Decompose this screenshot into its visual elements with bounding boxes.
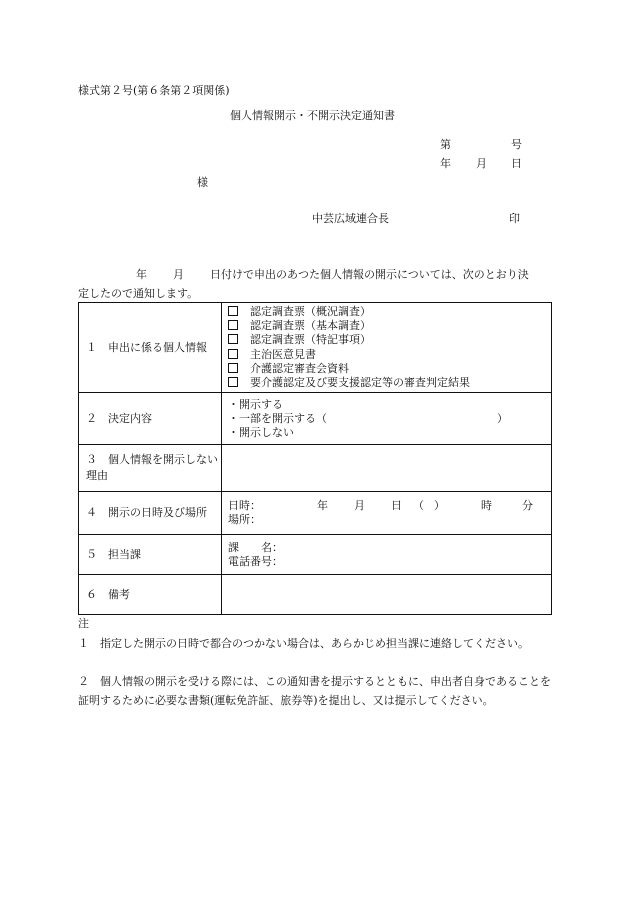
option-item[interactable]: 介護認定審査会資料 (228, 362, 551, 376)
table-row (79, 492, 552, 535)
datetime-place-field[interactable] (222, 492, 552, 535)
date-month: 月 (476, 157, 487, 170)
date-year: 年 (440, 157, 451, 170)
note-2: ２ 個人情報の開示を受ける際には、この通知書を提示するとともに、申出者自身であることを証明するために必要な書類(運転免許証、旅券等)を提出し、又は提示してください。 (78, 675, 551, 707)
intro-month: 月 (173, 268, 184, 281)
table-row (79, 535, 552, 575)
reason-field[interactable] (222, 445, 552, 492)
row-label-datetime-place: ４ 開示の日時及び場所 (79, 492, 222, 535)
datetime-line: 日時： 年 月 日 （ ） 時 分 (228, 499, 533, 512)
date-day: 日 (511, 157, 522, 170)
option-item[interactable]: 認定調査票（基本調査） (228, 319, 551, 333)
intro-line-1 (78, 268, 529, 282)
row-label-department: ５ 担当課 (79, 535, 222, 575)
document-title: 個人情報開示・不開示決定通知書 (230, 109, 395, 122)
option-item[interactable]: 認定調査票（特記事項） (228, 333, 551, 347)
row-label-personal-info: １ 申出に係る個人情報 (79, 303, 222, 393)
option-item[interactable]: 主治医意見書 (228, 348, 551, 362)
notes-heading: 注 (78, 617, 89, 630)
checkbox-icon[interactable] (228, 306, 238, 316)
intro-day-tail: 日付けで申出のあつた個人情報の開示については、次のとおり決 (210, 268, 529, 281)
remarks-field[interactable] (222, 575, 552, 615)
addressee-suffix: 様 (197, 176, 208, 189)
intro-line-2: 定したので通知します。 (78, 287, 199, 300)
decision-disclose[interactable]: ・開示する (228, 397, 283, 411)
seal-mark: 印 (509, 212, 520, 225)
decision-table (78, 302, 552, 615)
intro-year: 年 (136, 268, 147, 281)
row-label-remarks: ６ 備考 (79, 575, 222, 615)
form-number: 様式第２号(第６条第２項関係) (78, 84, 230, 97)
checkbox-icon[interactable] (228, 363, 238, 373)
row-label-decision: ２ 決定内容 (79, 393, 222, 445)
department-field[interactable] (222, 535, 552, 575)
table-row (79, 445, 552, 492)
issuer-name: 中芸広域連合長 (312, 212, 389, 225)
checkbox-icon[interactable] (228, 377, 238, 387)
phone-number-line: 電話番号： (228, 554, 283, 568)
table-row (79, 303, 552, 393)
number-prefix: 第 (440, 138, 451, 151)
table-row (79, 575, 552, 615)
number-suffix: 号 (511, 138, 522, 151)
decision-partial[interactable]: ・一部を開示する（ ） (228, 411, 508, 425)
checkbox-icon[interactable] (228, 334, 238, 344)
checkbox-icon[interactable] (228, 349, 238, 359)
table-row (79, 393, 552, 445)
decision-options (222, 393, 552, 445)
department-name-line: 課 名： (228, 540, 283, 554)
personal-info-options (222, 303, 552, 393)
decision-not-disclose[interactable]: ・開示しない (228, 425, 294, 439)
place-line: 場所： (228, 513, 261, 526)
option-item[interactable]: 認定調査票（概況調査） (228, 305, 551, 319)
note-1: １ 指定した開示の日時で都合のつかない場合は、あらかじめ担当課に連絡してください。 (78, 637, 529, 650)
row-label-reason: ３ 個人情報を開示しない理由 (79, 445, 222, 492)
checkbox-icon[interactable] (228, 320, 238, 330)
option-item[interactable]: 要介護認定及び要支援認定等の審査判定結果 (228, 376, 551, 390)
